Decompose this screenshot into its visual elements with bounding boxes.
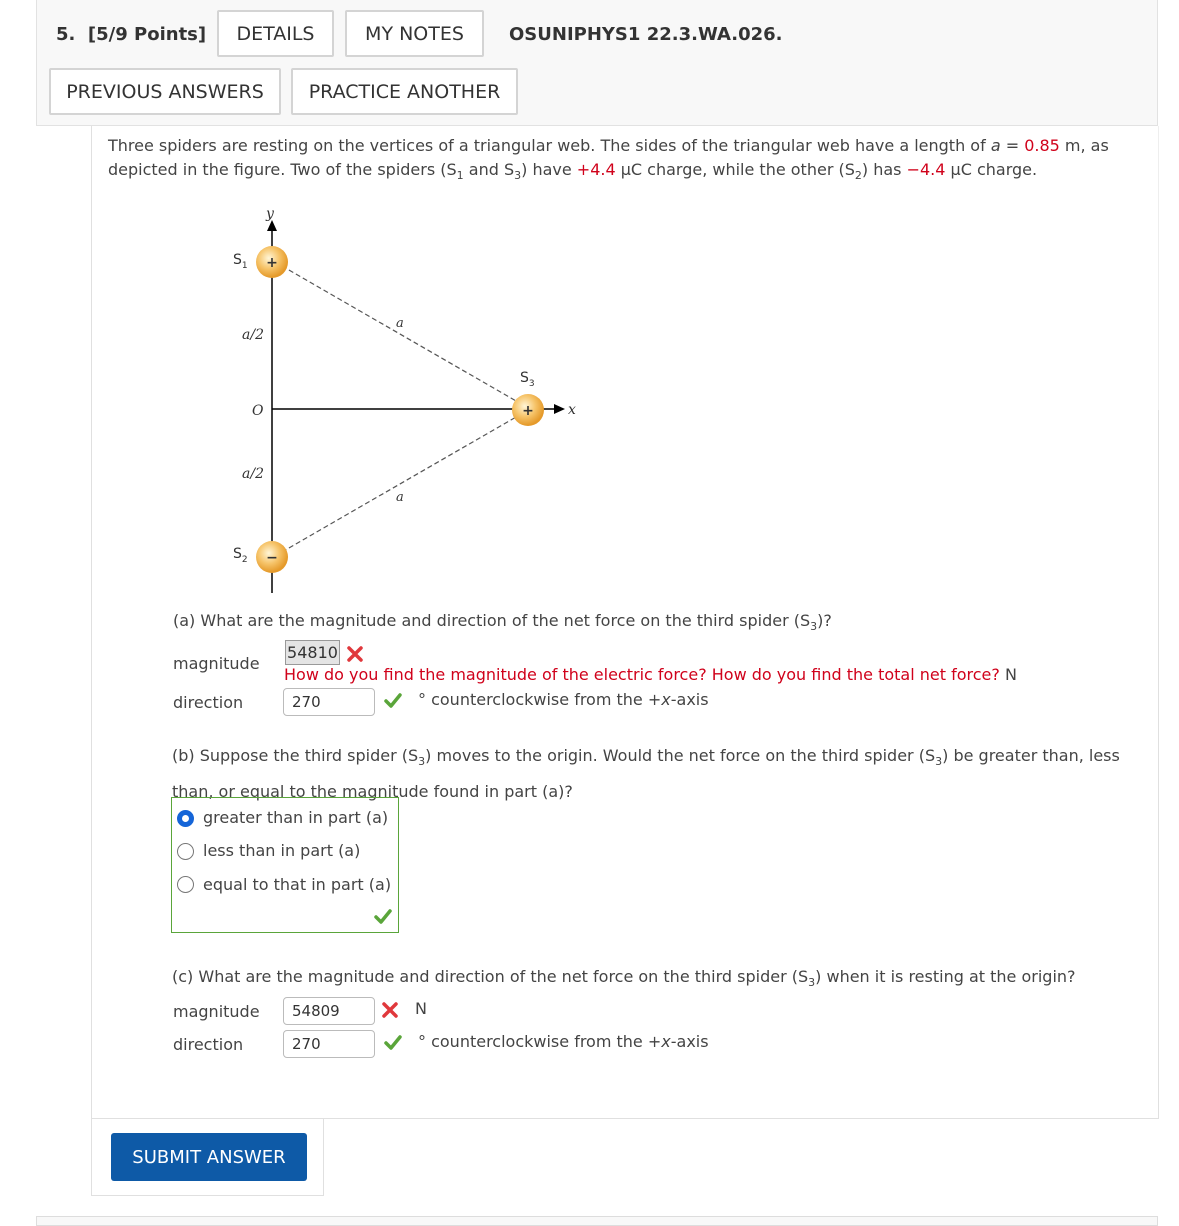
incorrect-x-icon xyxy=(346,645,364,663)
spider-s2-charge xyxy=(256,541,288,573)
web-side-bottom xyxy=(282,413,523,552)
svg-text:+: + xyxy=(522,403,534,419)
negative-charge: −4.4 xyxy=(906,160,946,179)
y-axis-label: y xyxy=(266,206,274,222)
part-a-direction-label: direction xyxy=(173,693,244,712)
part-c-magnitude-input[interactable]: 54809 xyxy=(283,997,375,1025)
correct-check-icon xyxy=(383,1034,403,1052)
part-c-magnitude-label: magnitude xyxy=(173,1002,260,1021)
radio-greater-than[interactable] xyxy=(177,810,194,827)
part-a-question: (a) What are the magnitude and direction of the net force on the third spider $(S_3)$? xyxy=(173,611,832,634)
part-c-direction-unit: ° counterclockwise from the +x-axis xyxy=(418,1032,709,1051)
practice-another-button[interactable]: PRACTICE ANOTHER xyxy=(291,68,518,115)
part-c-question: (c) What are the magnitude and direction of the net force on the third spider $(S_3)$ when it is resting at the origin? xyxy=(172,967,1076,990)
x-axis-arrow-icon xyxy=(554,404,565,414)
positive-charge: +4.4 xyxy=(576,160,616,179)
radio-less-than[interactable] xyxy=(177,843,194,860)
web-side-top xyxy=(282,266,523,405)
panel-divider xyxy=(1158,126,1159,410)
submit-answer-button[interactable]: SUBMIT ANSWER xyxy=(111,1133,307,1181)
part-a-direction-unit: ° counterclockwise from the +x-axis xyxy=(418,690,709,709)
my-notes-button[interactable]: MY NOTES xyxy=(345,10,484,57)
part-a-direction-input[interactable]: 270 xyxy=(283,688,375,716)
spider-s3-charge xyxy=(512,394,544,426)
part-a-magnitude-label: magnitude xyxy=(173,654,260,673)
side-a-bottom-label: a xyxy=(396,490,404,505)
radio-equal-to[interactable] xyxy=(177,876,194,893)
part-a-magnitude-input[interactable]: 54810 xyxy=(285,640,340,665)
problem-line-2: depicted in the figure. Two of the spiders ($S_1$ and $S_3$) have +4.4 μC charge, while the other $(S_2)$ has −4.4 μC charge. xyxy=(108,160,1038,183)
correct-check-icon xyxy=(373,908,393,926)
question-number: 5. [5/9 Points] xyxy=(56,24,207,45)
option-less-than-label[interactable]: less than in part (a) xyxy=(203,841,361,860)
option-equal-to-label[interactable]: equal to that in part (a) xyxy=(203,875,392,894)
points-label: [5/9 Points] xyxy=(87,24,207,45)
problem-line-1: Three spiders are resting on the vertices of a triangular web. The sides of the triangular web have a length of a = 0.85 m, as xyxy=(108,136,1109,155)
problem-statement xyxy=(108,134,1118,188)
part-c-direction-input[interactable]: 270 xyxy=(283,1030,375,1058)
spider-web-figure xyxy=(220,200,600,600)
next-question-panel xyxy=(36,1216,1158,1226)
svg-text:−: − xyxy=(266,550,278,566)
s1-label: $S_1$ xyxy=(233,252,248,271)
details-button[interactable]: DETAILS xyxy=(217,10,334,57)
x-axis-label: x xyxy=(568,402,576,418)
spider-s1-charge xyxy=(256,246,288,278)
incorrect-x-icon xyxy=(381,1001,399,1019)
s2-label: $S_2$ xyxy=(233,546,248,565)
a-value: 0.85 xyxy=(1024,136,1060,155)
part-a-unit: N xyxy=(1004,665,1017,684)
part-b-question: (b) Suppose the third spider $(S_3)$ moves to the origin. Would the net force on the third spider $(S_3)$ be greater than, less than, or equal to the magnitude found in part (a)? xyxy=(172,746,1120,802)
svg-text:+: + xyxy=(266,255,278,271)
half-a-bottom-label: a/2 xyxy=(242,466,264,482)
previous-answers-button[interactable]: PREVIOUS ANSWERS xyxy=(49,68,281,115)
question-id: OSUNIPHYS1 22.3.WA.026. xyxy=(509,24,783,45)
part-c-unit: N xyxy=(415,999,427,1018)
part-a-hint: How do you find the magnitude of the electric force? How do you find the total net force? N xyxy=(284,665,1017,684)
s3-label: $S_3$ xyxy=(520,370,535,389)
correct-check-icon xyxy=(383,692,403,710)
origin-label: O xyxy=(252,403,264,419)
half-a-top-label: a/2 xyxy=(242,327,264,343)
side-a-top-label: a xyxy=(396,316,404,331)
part-c-direction-label: direction xyxy=(173,1035,244,1054)
option-greater-than-label[interactable]: greater than in part (a) xyxy=(203,808,389,827)
